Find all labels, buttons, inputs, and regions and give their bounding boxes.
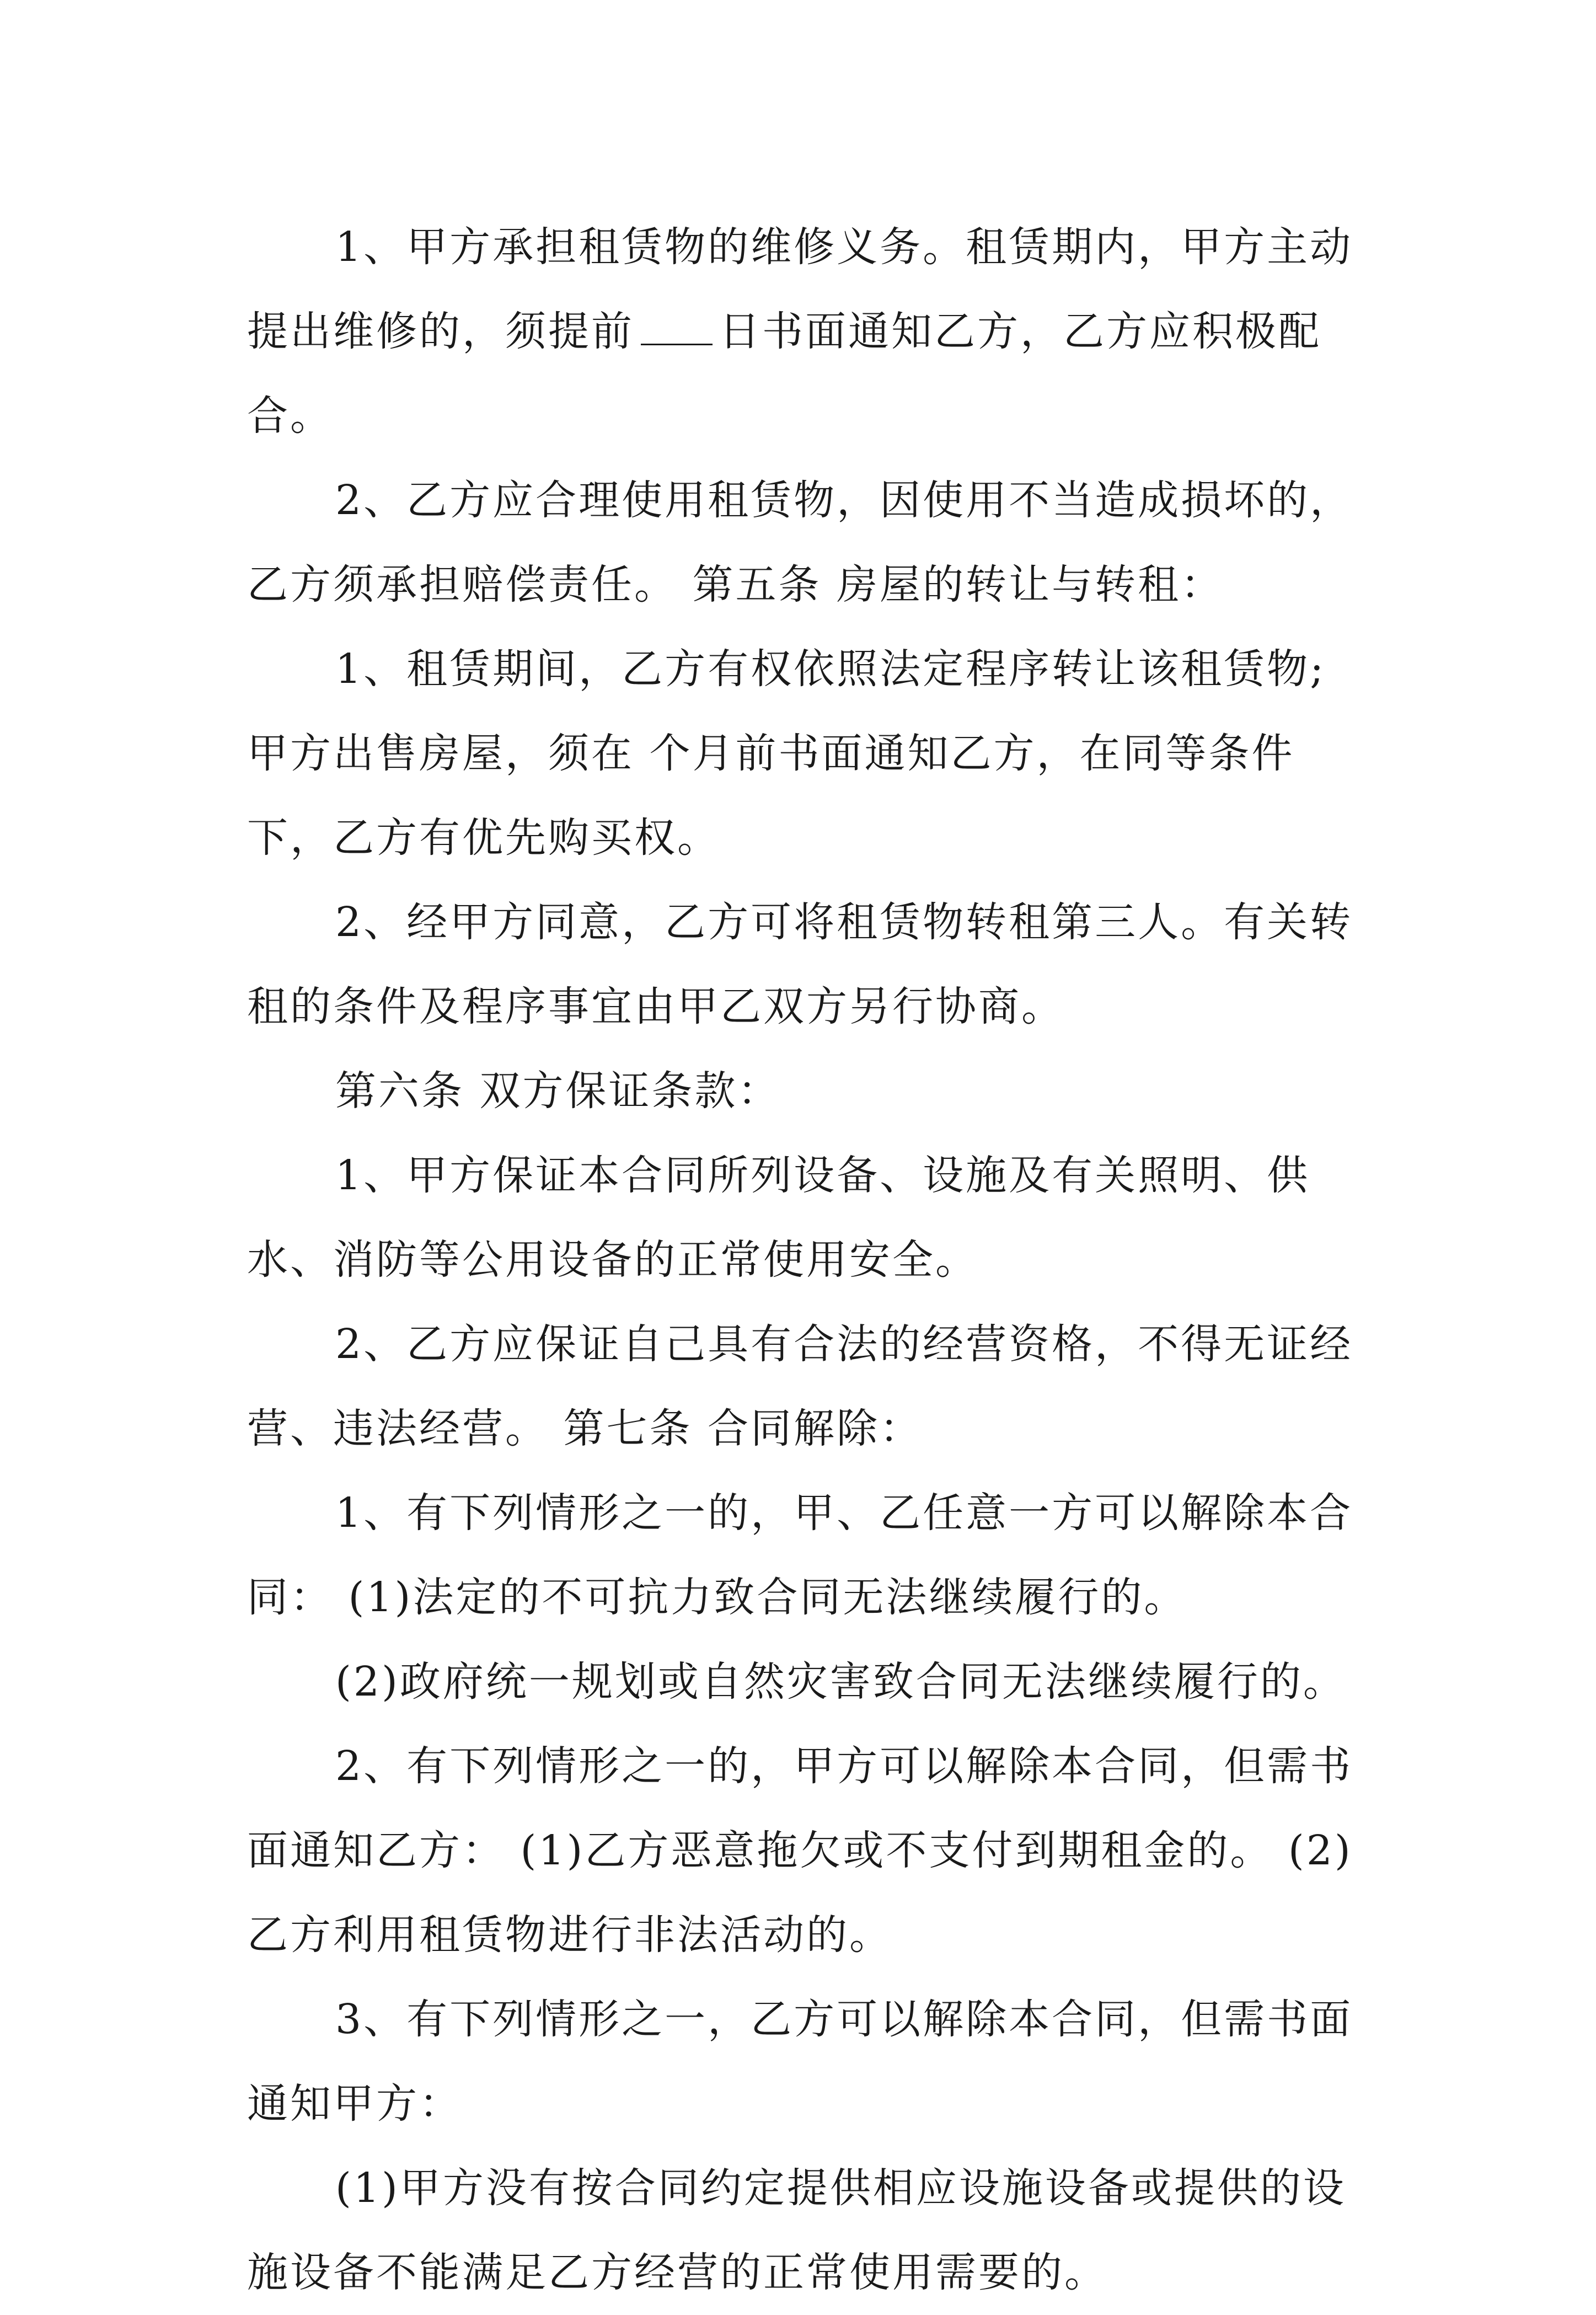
paragraph-4: 2、经甲方同意，乙方可将租赁物转租第三人。有关转租的条件及程序事宜由甲乙双方另行协商。: [247, 899, 1353, 1030]
paragraph-6: 1、甲方保证本合同所列设备、设施及有关照明、供水、消防等公用设备的正常使用安全。: [247, 1152, 1310, 1284]
section-heading-6: 第六条 双方保证条款：: [335, 1067, 781, 1115]
paragraph-9: (2)政府统一规划或自然灾害致合同无法继续履行的。: [335, 1658, 1346, 1705]
paragraph-1: [247, 205, 1361, 458]
paragraph-8: 1、有下列情形之一的，甲、乙任意一方可以解除本合同： (1)法定的不可抗力致合同无法继续履行的。: [247, 1489, 1353, 1621]
blank-line: [641, 311, 713, 345]
paragraph-7: 2、乙方应保证自己具有合法的经营资格，不得无证经营、违法经营。 第七条 合同解除：: [247, 1320, 1353, 1452]
paragraph-12: (1)甲方没有按合同约定提供相应设施设备或提供的设施设备不能满足乙方经营的正常使用需要的。: [247, 2164, 1346, 2296]
paragraph-2: 2、乙方应合理使用租赁物，因使用不当造成损坏的，乙方须承担赔偿责任。 第五条 房屋的转让与转租：: [247, 477, 1353, 608]
paragraph-text: 日书面通知乙方，乙方应积极配合。: [247, 308, 1321, 440]
paragraph-3: 1、租赁期间，乙方有权依照法定程序转让该租赁物;甲方出售房屋，须在 个月前书面通知乙方，在同等条件下，乙方有优先购买权。: [247, 645, 1326, 862]
paragraph-11: 3、有下列情形之一，乙方可以解除本合同，但需书面通知甲方：: [247, 1996, 1353, 2127]
document-body: [247, 205, 1361, 2315]
paragraph-text: 1、甲方承担租赁物的维修义务。租赁期内，甲方主动提出维修的，须提前: [247, 223, 1353, 355]
paragraph-10: 2、有下列情形之一的，甲方可以解除本合同，但需书面通知乙方： (1)乙方恶意拖欠或不支付到期租金的。 (2)乙方利用租赁物进行非法活动的。: [247, 1742, 1353, 1959]
